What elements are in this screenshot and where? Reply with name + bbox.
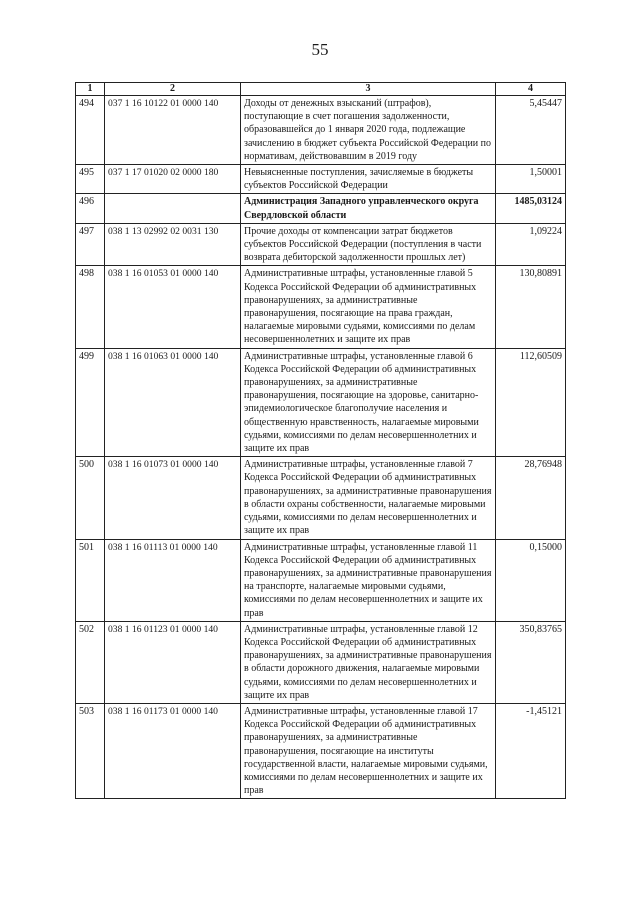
table-row <box>76 165 566 194</box>
budget-code-cell: 038 1 16 01053 01 0000 140 <box>105 266 241 348</box>
row-number-cell: 503 <box>76 703 105 798</box>
page-number: 55 <box>311 40 329 59</box>
budget-code-cell: 037 1 17 01020 02 0000 180 <box>105 165 241 194</box>
table-row <box>76 96 566 165</box>
income-name-cell: Прочие доходы от компенсации затрат бюджетов субъектов Российской Федерации (поступления в части возврата дебиторской задолженности прошлых лет) <box>241 223 496 266</box>
amount-cell: 1,50001 <box>496 165 566 194</box>
budget-code-cell: 038 1 16 01073 01 0000 140 <box>105 457 241 539</box>
amount-cell: 5,45447 <box>496 96 566 165</box>
row-number-cell: 500 <box>76 457 105 539</box>
table-row <box>76 266 566 348</box>
income-name-cell: Административные штрафы, установленные главой 17 Кодекса Российской Федерации об административных правонарушениях, за административные правонарушения, посягающие на институты государственной власти, налагаемые мировыми судьями, комиссиями по делам несовершеннолетних и защите их прав <box>241 703 496 798</box>
header-col-1: 1 <box>76 83 105 96</box>
table-row <box>76 348 566 457</box>
budget-code-cell: 037 1 16 10122 01 0000 140 <box>105 96 241 165</box>
row-number-cell: 499 <box>76 348 105 457</box>
budget-code-cell: 038 1 16 01113 01 0000 140 <box>105 539 241 621</box>
budget-code-cell: 038 1 16 01123 01 0000 140 <box>105 621 241 703</box>
income-name-cell: Администрация Западного управленческого округа Свердловской области <box>241 194 496 223</box>
table-row <box>76 703 566 798</box>
income-name-cell: Административные штрафы, установленные главой 6 Кодекса Российской Федерации об административных правонарушениях, за административные правонарушения, посягающие на здоровье, санитарно-эпидемиологическое благополучие населения и общественную нравственность, налагаемые мировыми судьями, комиссиями по делам несовершеннолетних и защите их прав <box>241 348 496 457</box>
row-number-cell: 496 <box>76 194 105 223</box>
budget-code-cell: 038 1 13 02992 02 0031 130 <box>105 223 241 266</box>
table-row <box>76 223 566 266</box>
table-row <box>76 194 566 223</box>
table-body <box>76 96 566 799</box>
table-header-row <box>76 83 566 96</box>
income-name-cell: Невыясненные поступления, зачисляемые в бюджеты субъектов Российской Федерации <box>241 165 496 194</box>
budget-code-cell <box>105 194 241 223</box>
row-number-cell: 502 <box>76 621 105 703</box>
amount-cell: 130,80891 <box>496 266 566 348</box>
income-name-cell: Доходы от денежных взысканий (штрафов), поступающие в счет погашения задолженности, образовавшейся до 1 января 2020 года, подлежащие зачислению в бюджет субъекта Российской Федерации по нормативам, действовавшим в 2019 году <box>241 96 496 165</box>
amount-cell: 1485,03124 <box>496 194 566 223</box>
row-number-cell: 495 <box>76 165 105 194</box>
amount-cell: 112,60509 <box>496 348 566 457</box>
budget-code-cell: 038 1 16 01173 01 0000 140 <box>105 703 241 798</box>
table-row <box>76 621 566 703</box>
income-name-cell: Административные штрафы, установленные главой 11 Кодекса Российской Федерации об административных правонарушениях, за административные правонарушения на транспорте, налагаемые мировыми судьями, комиссиями по делам несовершеннолетних и защите их прав <box>241 539 496 621</box>
income-name-cell: Административные штрафы, установленные главой 7 Кодекса Российской Федерации об административных правонарушениях, за административные правонарушения в области охраны собственности, налагаемые мировыми судьями, комиссиями по делам несовершеннолетних и защите их прав <box>241 457 496 539</box>
table-row <box>76 457 566 539</box>
table-row <box>76 539 566 621</box>
amount-cell: -1,45121 <box>496 703 566 798</box>
income-name-cell: Административные штрафы, установленные главой 5 Кодекса Российской Федерации об административных правонарушениях, за административные правонарушения, посягающие на права граждан, налагаемые мировыми судьями, комиссиями по делам несовершеннолетних и защите их прав <box>241 266 496 348</box>
row-number-cell: 501 <box>76 539 105 621</box>
header-col-4: 4 <box>496 83 566 96</box>
budget-code-cell: 038 1 16 01063 01 0000 140 <box>105 348 241 457</box>
row-number-cell: 498 <box>76 266 105 348</box>
row-number-cell: 497 <box>76 223 105 266</box>
amount-cell: 0,15000 <box>496 539 566 621</box>
income-name-cell: Административные штрафы, установленные главой 12 Кодекса Российской Федерации об административных правонарушениях, за административные правонарушения в области дорожного движения, налагаемые мировыми судьями, комиссиями по делам несовершеннолетних и защите их прав <box>241 621 496 703</box>
header-col-3: 3 <box>241 83 496 96</box>
amount-cell: 1,09224 <box>496 223 566 266</box>
row-number-cell: 494 <box>76 96 105 165</box>
header-col-2: 2 <box>105 83 241 96</box>
revenue-table <box>75 82 566 799</box>
amount-cell: 28,76948 <box>496 457 566 539</box>
amount-cell: 350,83765 <box>496 621 566 703</box>
